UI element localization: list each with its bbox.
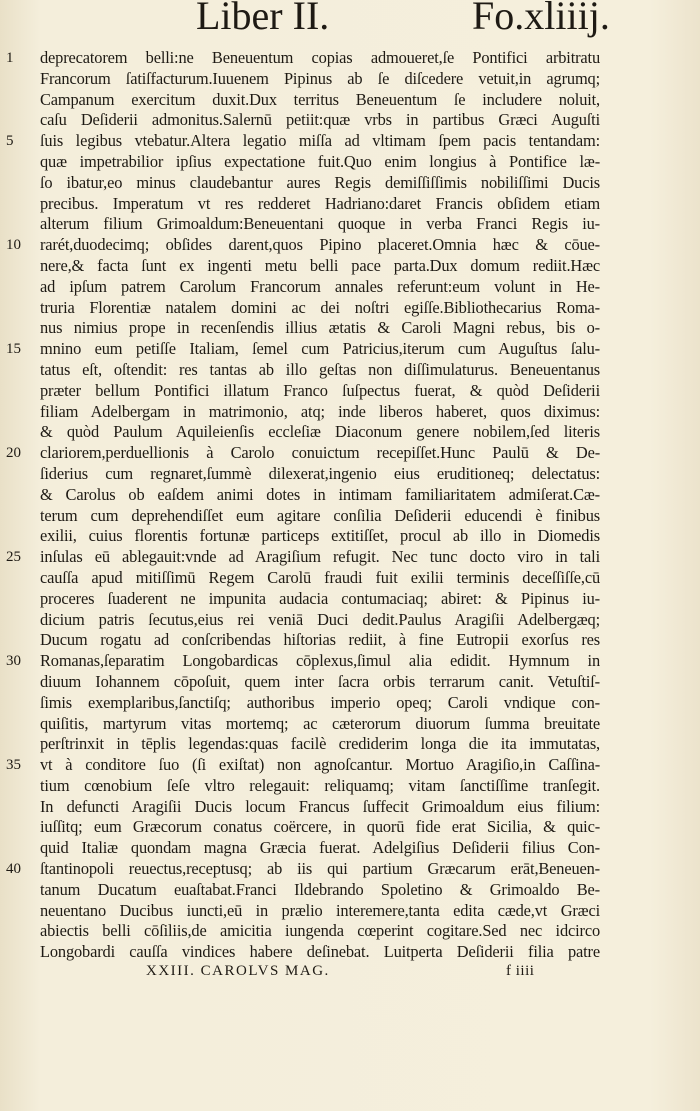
line-number: 1: [6, 50, 14, 66]
text-line: Ducum rogatu ad conſcribendas hiſtorias rediit, à fine Eutropii exorſus res: [40, 630, 600, 650]
text-line: quiſitis, martyrum vitas mortemq; ac cæterorum diuorum ſumma breuitate: [40, 713, 600, 733]
line-number: 20: [6, 445, 21, 462]
text-line: & Carolus ob eaſdem animi dotes in intimam familiaritatem admiſerat.Cæ-: [40, 484, 600, 504]
text-line: vt à conditore ſuo (ſi exiſtat) non agnoſcantur. Mortuo Aragiſio,in Caſſina-: [40, 755, 600, 775]
text-line: diuum Iohannem cōpoſuit, quem inter ſacra orbis terrarum canit. Vetuſtiſ-: [40, 671, 600, 691]
line-number: 35: [6, 757, 21, 774]
text-line: proceres ſuaderent ne impunita audacia contumaciaq; abiret: & Pipinus iu-: [40, 588, 600, 608]
signature-line: XXIII. CAROLVS MAG.: [146, 963, 330, 979]
text-line: clariorem,perduellionis à Carolo conuictum recepiſſet.Hunc Paulū & De-: [40, 443, 600, 463]
text-line: iuſſitq; eum Græcorum conatus coërcere, in quorū fide erat Sicilia, & quic-: [40, 817, 600, 837]
text-line: tium cœnobium ſeſe vltro relegauit: reliquamq; vitam ſanctiſſime tranſegit.: [40, 775, 600, 795]
text-line: ſiderius cum regnaret,ſummè dilexerat,ingenio eius eruditioneq; delectatus:: [40, 463, 600, 483]
text-line: & quòd Paulum Aquileienſis eccleſiæ Diaconum genere nobilem,ſed literis: [40, 422, 600, 442]
text-line: perſtrinxit in tēplis legendas:quas facilè crediderim longa die ita immutatas,: [40, 734, 600, 754]
line-number: 25: [6, 549, 21, 566]
line-number: 30: [6, 653, 21, 670]
text-line: dicium patris ſecutus,eius rei veniā Duci dedit.Paulus Aragiſii Adelbergæq;: [40, 609, 600, 629]
text-line: tanum Ducatum euaſtabat.Franci Ildebrando Spoletino & Grimoaldo Be-: [40, 879, 600, 899]
text-line: Longobardi cauſſa vindices habere deſinebat. Luitperta Deſiderii filia patre: [40, 942, 600, 962]
folio-mark: f iiii: [506, 963, 535, 979]
text-line: præter bellum Pontifici illatum Franco ſuſpectus fuerat, & quòd Deſiderii: [40, 380, 600, 400]
body-text: [40, 48, 600, 963]
text-line: caſu Deſiderii admonitus.Salernū petiit:quæ vrbs in partibus Græci Auguſti: [40, 110, 600, 130]
text-line: deprecatorem belli:ne Beneuentum copias admoueret,ſe Pontifici arbitratu: [40, 48, 600, 67]
line-number: 40: [6, 861, 21, 878]
text-line: abiectis belli cōſiliis,de amicitia iungenda cœperint cogitare.Sed nec idcirco: [40, 921, 600, 941]
text-line: tatus eſt, oſtendit: res tantas ab illo geſtas non diſſimulaturus. Beneuentanus: [40, 359, 600, 379]
text-line: filiam Adelbergam in matrimonio, atq; inde liberos haberet, quos diximus:: [40, 401, 600, 421]
book-title: Liber II.: [196, 0, 330, 38]
text-line: mnino eum petiſſe Italiam, ſemel cum Patricius,iterum cum Auguſtus ſalu-: [40, 339, 600, 359]
text-line: ſtantinopoli reuectus,receptusq; ab iis qui partium Græcarum erāt,Beneuen-: [40, 859, 600, 879]
text-line: truria Florentiæ natalem domini ac dei noſtri egiſſe.Bibliothecarius Roma-: [40, 297, 600, 317]
text-line: quid Italiæ quondam magna Græcia fuerat. Adelgiſius Deſiderii filius Con-: [40, 838, 600, 858]
text-line: precibus. Imperatum vt res redderet Hadriano:daret Francis obſidem etiam: [40, 193, 600, 213]
text-line: alterum filium Grimoaldum:Beneuentani quoque in verba Franci Regis iu-: [40, 214, 600, 234]
line-number: 15: [6, 341, 21, 358]
text-line: rarét,duodecimq; obſides darent,quos Pipino placeret.Omnia hæc & cōue-: [40, 235, 600, 255]
text-line: inſulas eū ablegauit:vnde ad Aragiſium refugit. Nec tunc docto viro in tali: [40, 547, 600, 567]
text-line: exilii, cuius florentis fortunæ particeps extitiſſet, procul ab illo in Diomedis: [40, 526, 600, 546]
line-number: 5: [6, 133, 14, 150]
text-line: Francorum ſatiſfacturum.Iuuenem Pipinus ab ſe diſcedere vetuit,in agrumq;: [40, 68, 600, 88]
running-head: [0, 0, 700, 48]
folio-number: Fo.xliiij.: [472, 0, 610, 38]
text-line: nere,& facta ſunt ex ingenti metu belli pace parta.Dux domum rediit.Hæc: [40, 255, 600, 275]
text-line: Romanas,ſeparatim Longobardicas cōplexus,ſimul alia edidit. Hymnum in: [40, 651, 600, 671]
line-number: 10: [6, 237, 21, 254]
text-line: ad ipſum patrem Carolum Francorum annales referunt:eum volunt in He-: [40, 276, 600, 296]
text-line: quæ impetrabilior ipſius expectatione fuit.Quo enim longius à Pontifice læ-: [40, 151, 600, 171]
text-line: cauſſa apud mitiſſimū Regem Carolū fraudi fuit exilii terminis deceſſiſſe,cū: [40, 567, 600, 587]
text-line: ſimis exemplaribus,ſanctiſq; authoribus imperio opeq; Caroli vndique con-: [40, 692, 600, 712]
text-line: In defuncti Aragiſii Ducis locum Francus ſuffecit Grimoaldum eius filium:: [40, 796, 600, 816]
text-line: terum cum deprehendiſſet eum agitare conſilia Deſiderii educendi è finibus: [40, 505, 600, 525]
text-line: neuentano Ducibus iuncti,eū in prælio interemere,tanta edita cæde,vt Græci: [40, 900, 600, 920]
text-line: ſuis legibus vtebatur.Altera legatio miſſa ad vltimam ſpem pacis tentandam:: [40, 131, 600, 151]
text-line: Campanum exercitum duxit.Dux territus Beneuentum ſe includere noluit,: [40, 89, 600, 109]
text-line: ſo ibatur,eo minus claudebantur aures Regis demiſſiſſimis nobiliſſimi Ducis: [40, 172, 600, 192]
page-footer: [0, 963, 700, 985]
text-line: nus nimius prope in recenſendis illius ætatis & Caroli Magni rebus, bis o-: [40, 318, 600, 338]
